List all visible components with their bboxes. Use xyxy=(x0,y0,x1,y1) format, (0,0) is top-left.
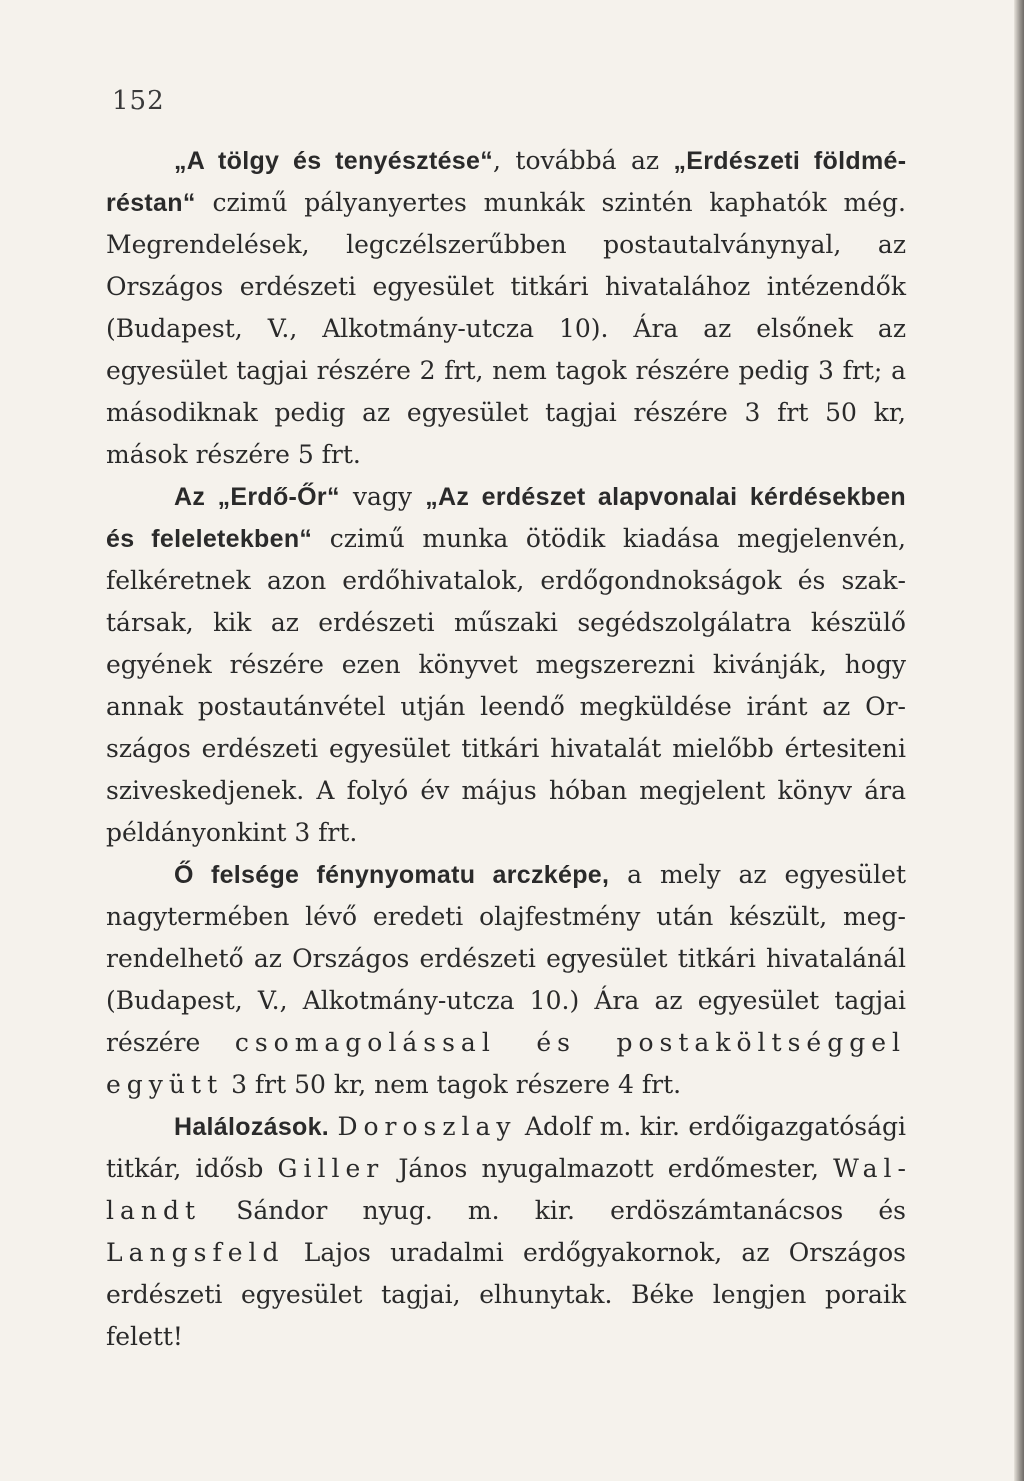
bold-heading-text: Ő felsége fénynyomatu arczképe, xyxy=(174,861,610,889)
spaced-emphasis-text: Wallandt xyxy=(106,1154,906,1225)
bold-heading-text: Halálozások. xyxy=(174,1113,330,1141)
body-text: czimű pályanyertes munkák szintén kaphatók még. Megrendelések, legczélszerűbben postautalványnyal, az Országos erdészeti egyesület titkári hivatalához intézendők (Budapest, V., Alkotmány-utcza 10). Ára az elsőnek az egyesület tagjai részére 2 frt, nem tagok részére pedig 3 frt; a másodiknak pedig az egyesület tagjai részére 3 frt 50 kr, mások részére 5 frt. xyxy=(106,188,906,469)
paragraph xyxy=(106,476,906,854)
bold-heading-text: Az „Erdő-Őr“ xyxy=(174,483,340,511)
paragraph xyxy=(106,1106,906,1358)
body-text: , továbbá az xyxy=(493,146,674,175)
paragraph xyxy=(106,140,906,476)
spaced-emphasis-text: Doroszlay xyxy=(337,1112,517,1141)
bold-heading-text: „Az erdészet alapvonalai kérdésekben és feleletekben“ xyxy=(106,483,906,553)
body-text: Sándor nyug. m. kir. erdöszámtanácsos és xyxy=(201,1196,906,1225)
spaced-emphasis-text: csomagolással és postaköltséggel együtt xyxy=(106,1028,906,1099)
page-body xyxy=(106,140,906,1358)
body-text: a mely az egyesület nagytermében lévő eredeti olajfestmény után készült, megrendelhető az Országos erdészeti egyesület titkári hivatalánál (Budapest, V., Alkotmány-utcza 10.) Ára az egyesület tagjai részére xyxy=(106,860,906,1057)
page-edge-shadow xyxy=(1014,0,1024,1481)
bold-heading-text: „A tölgy és tenyésztése“ xyxy=(174,147,494,175)
body-text: János nyugalmazott erdőmester, xyxy=(384,1154,834,1183)
body-text: czimű munka ötödik kiadása megjelenvén, felkéretnek azon erdőhivatalok, erdőgondnokságok és szaktársak, kik az erdészeti műszaki segédszolgálatra készülő egyének részére ezen könyvet megszerezni kivánják, hogy annak postautánvétel utján leendő megküldése iránt az Országos erdészeti egyesület titkári hivatalát mielőbb értesiteni sziveskedjenek. A folyó év május hóban megjelent könyv ára példányonkint 3 frt. xyxy=(106,524,907,847)
body-text: Lajos uradalmi erdőgyakornok, az Országos erdészeti egyesület tagjai, elhunytak. Béke lengjen poraik felett! xyxy=(106,1238,906,1351)
page-number: 152 xyxy=(112,86,165,116)
body-text: 3 frt 50 kr, nem tagok részere 4 frt. xyxy=(223,1070,682,1099)
spaced-emphasis-text: Giller xyxy=(277,1154,385,1183)
spaced-emphasis-text: Langsfeld xyxy=(106,1238,285,1267)
bold-heading-text: „Erdészeti földméréstan“ xyxy=(106,147,907,217)
paragraph xyxy=(106,854,906,1106)
body-text: vagy xyxy=(339,482,426,511)
body-text: Adolf m. kir. erdőigazgatósági titkár, idősb xyxy=(106,1112,906,1183)
